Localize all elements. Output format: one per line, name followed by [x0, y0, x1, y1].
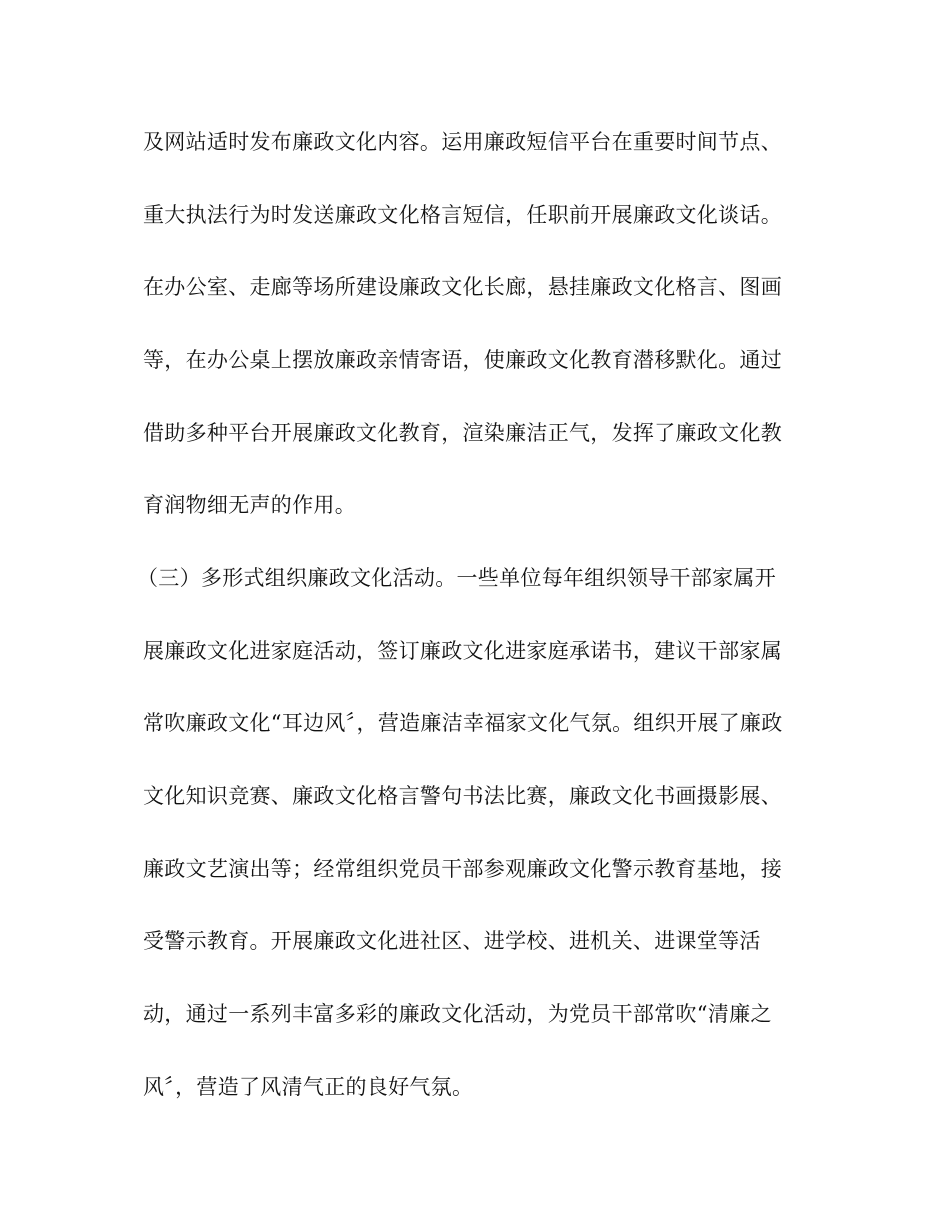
paragraph-line: 在办公室、走廊等场所建设廉政文化长廊，悬挂廉政文化格言、图画	[143, 275, 782, 299]
paragraph-line: 风〞，营造了风清气正的良好气氛。	[143, 1075, 474, 1099]
paragraph-line: 借助多种平台开展廉政文化教育，渲染廉洁正气，发挥了廉政文化教	[143, 421, 782, 445]
paragraph-line: 文化知识竞赛、廉政文化格言警句书法比赛，廉政文化书画摄影展、	[143, 784, 782, 808]
paragraph-line: 展廉政文化进家庭活动，签订廉政文化进家庭承诺书，建议干部家属	[143, 639, 782, 663]
paragraph-line: 育润物细无声的作用。	[143, 493, 356, 517]
paragraph-line: 廉政文艺演出等；经常组织党员干部参观廉政文化警示教育基地，接	[143, 857, 782, 881]
paragraph-line: 重大执法行为时发送廉政文化格言短信，任职前开展廉政文化谈话。	[143, 203, 782, 227]
section-heading-line: （三）多形式组织廉政文化活动。一些单位每年组织领导干部家属开	[137, 566, 776, 590]
paragraph-line: 及网站适时发布廉政文化内容。运用廉政短信平台在重要时间节点、	[143, 130, 782, 154]
paragraph-line: 常吹廉政文化“耳边风〞，营造廉洁幸福家文化气氛。组织开展了廉政	[143, 711, 783, 735]
paragraph-line: 动，通过一系列丰富多彩的廉政文化活动，为党员干部常吹“清廉之	[143, 1002, 772, 1026]
paragraph-line: 受警示教育。开展廉政文化进社区、进学校、进机关、进课堂等活	[143, 929, 761, 953]
paragraph-line: 等，在办公桌上摆放廉政亲情寄语，使廉政文化教育潜移默化。通过	[143, 348, 782, 372]
